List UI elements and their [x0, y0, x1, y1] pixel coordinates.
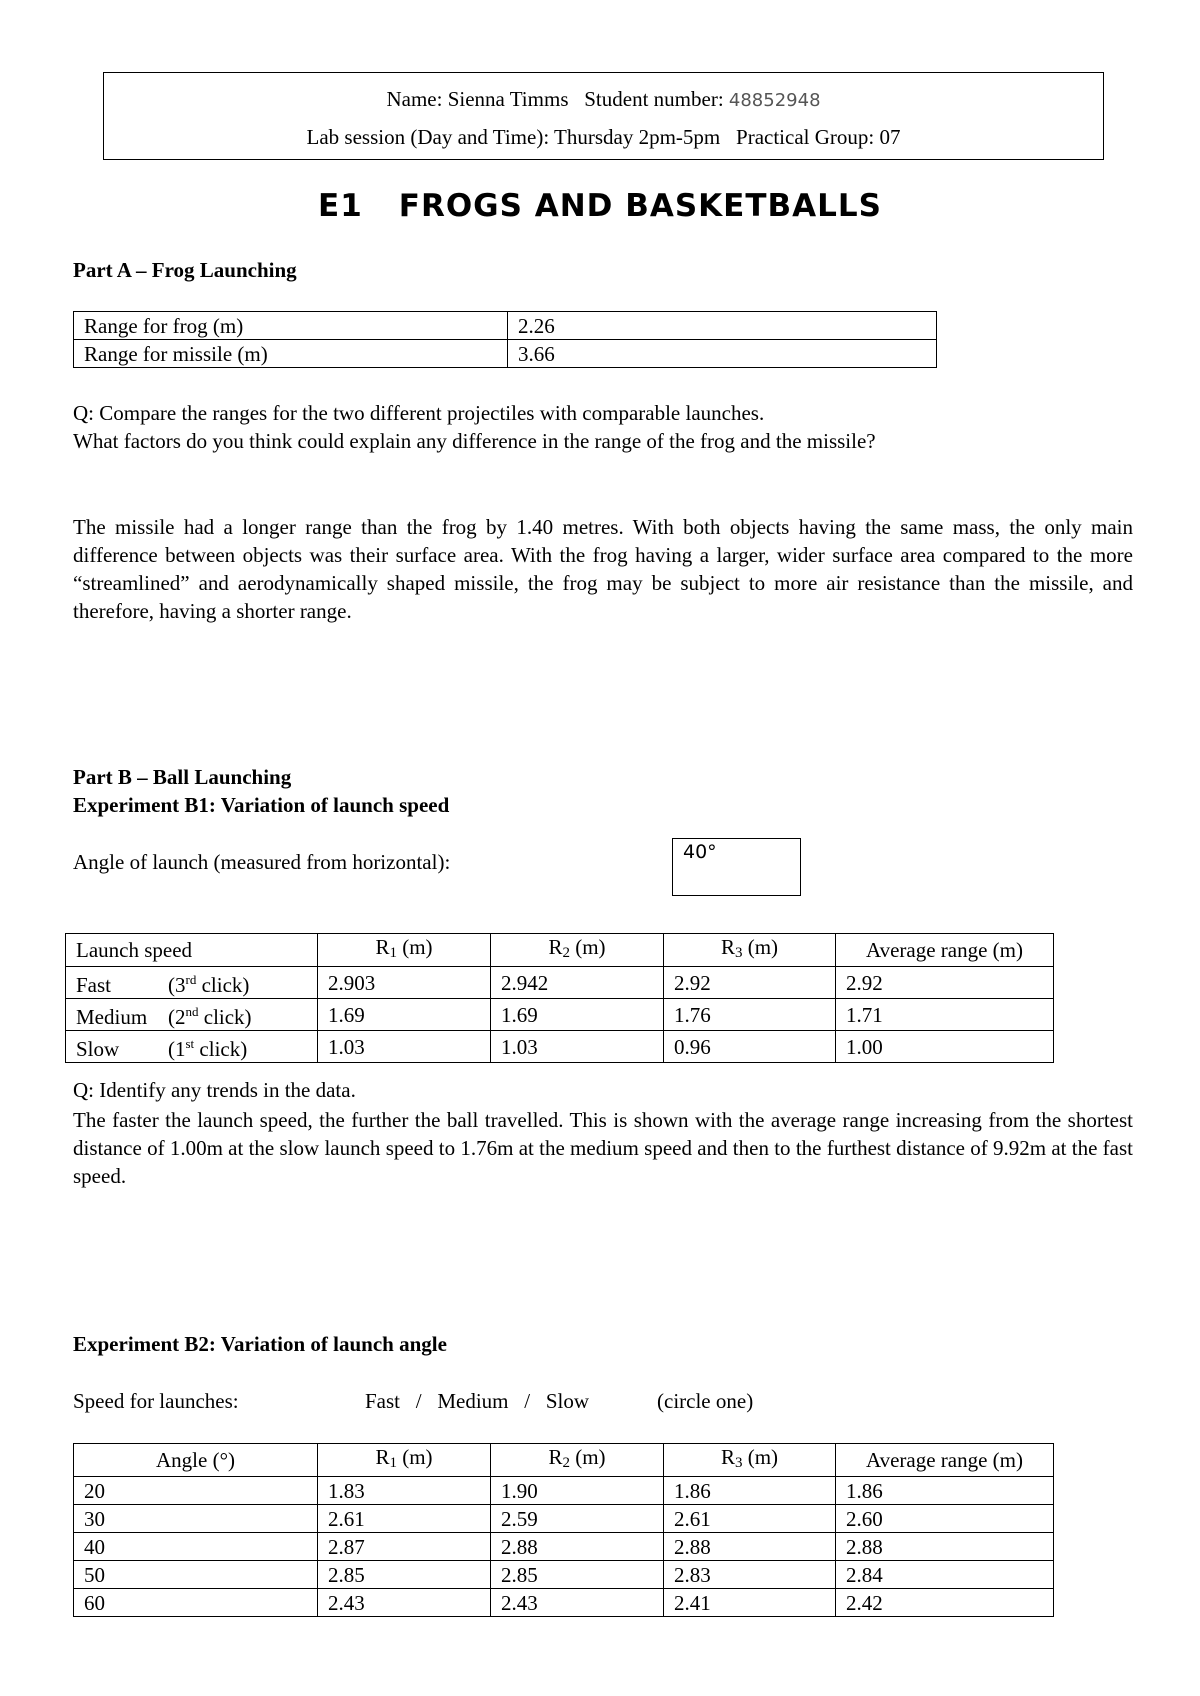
title-code: E1 — [318, 188, 363, 224]
header-r1: $R_1$ (m) — [318, 1444, 491, 1477]
part-b-heading: Part B – Ball Launching — [73, 765, 292, 789]
table-cell: 2.92 — [664, 967, 836, 999]
table-cell: 1.86 — [664, 1477, 836, 1505]
table-cell: 1.90 — [491, 1477, 664, 1505]
header-launch-speed: Launch speed — [66, 934, 318, 967]
b2-table — [73, 1443, 1054, 1617]
table-cell: 2.942 — [491, 967, 664, 999]
table-cell: 1.03 — [491, 1031, 664, 1063]
table-row — [74, 340, 937, 368]
header-r3: $R_3$ (m) — [664, 934, 836, 967]
table-cell: 30 — [74, 1505, 318, 1533]
angle-value-box — [672, 838, 801, 896]
table-cell: 2.43 — [318, 1589, 491, 1617]
table-cell: 2.26 — [508, 312, 937, 340]
student-number: 48852948 — [728, 90, 821, 111]
header-r3: $R_3$ (m) — [664, 1444, 836, 1477]
page-title — [0, 188, 1200, 224]
table-cell: 2.42 — [836, 1589, 1054, 1617]
header-r2: $R_2$ (m) — [491, 934, 664, 967]
session-label: Lab session (Day and Time): Thursday 2pm-5pm — [306, 125, 721, 149]
table-cell: 2.61 — [318, 1505, 491, 1533]
table-row — [66, 967, 1054, 999]
group-label: Practical Group: 07 — [736, 125, 901, 149]
part-a-question-line1: Q: Compare the ranges for the two different projectiles with comparable launches. — [73, 401, 765, 425]
b1-question: Q: Identify any trends in the data. — [73, 1078, 356, 1102]
table-cell: 50 — [74, 1561, 318, 1589]
name-label: Name: Sienna Timms — [386, 87, 569, 111]
b1-table — [65, 933, 1054, 1063]
title-text: FROGS AND BASKETBALLS — [398, 188, 882, 224]
table-cell: 2.88 — [491, 1533, 664, 1561]
angle-label: Angle of launch (measured from horizontal): — [73, 850, 451, 874]
table-row — [74, 312, 937, 340]
table-cell: 1.83 — [318, 1477, 491, 1505]
table-header-row — [66, 934, 1054, 967]
table-cell: 2.903 — [318, 967, 491, 999]
part-a-question-line2: What factors do you think could explain any difference in the range of the frog and the missile? — [73, 429, 876, 453]
table-cell: 60 — [74, 1589, 318, 1617]
table-cell: 1.76 — [664, 999, 836, 1031]
speed-cell: Slow (1st click) — [66, 1031, 318, 1063]
table-row — [74, 1561, 1054, 1589]
b1-answer: The faster the launch speed, the further the ball travelled. This is shown with the average range increasing from the shortest distance of 1.00m at the slow launch speed to 1.76m at the medium speed and then to the furthest distance of 9.92m at the fast speed. — [73, 1108, 1133, 1188]
speed-cell: Fast (3rd click) — [66, 967, 318, 999]
table-cell: 20 — [74, 1477, 318, 1505]
speed-options: Fast / Medium / Slow — [365, 1389, 590, 1413]
table-row — [74, 1589, 1054, 1617]
table-row — [74, 1533, 1054, 1561]
part-a-answer: The missile had a longer range than the frog by 1.40 metres. With both objects having the same mass, the only main difference between objects was their surface area. With the frog having a larger, wider surface area compared to the more “streamlined” and aerodynamically shaped missile, the frog may be subject to more air resistance than the missile, and therefore, having a shorter range. — [73, 515, 1133, 623]
table-cell: 3.66 — [508, 340, 937, 368]
table-cell: 2.92 — [836, 967, 1054, 999]
table-cell: 1.03 — [318, 1031, 491, 1063]
table-cell: 0.96 — [664, 1031, 836, 1063]
table-cell: Range for frog (m) — [74, 312, 508, 340]
table-cell: 2.83 — [664, 1561, 836, 1589]
part-a-heading: Part A – Frog Launching — [73, 258, 297, 282]
table-cell: Range for missile (m) — [74, 340, 508, 368]
angle-value: 40° — [683, 841, 717, 863]
header-average-range: Average range (m) — [836, 1444, 1054, 1477]
table-cell: 2.59 — [491, 1505, 664, 1533]
table-row — [66, 999, 1054, 1031]
student-info-box — [103, 72, 1104, 160]
student-number-label: Student number: — [584, 87, 729, 111]
speed-cell: Medium (2nd click) — [66, 999, 318, 1031]
table-cell: 2.43 — [491, 1589, 664, 1617]
table-cell: 2.85 — [318, 1561, 491, 1589]
table-row — [66, 1031, 1054, 1063]
name-line — [104, 87, 1103, 112]
table-cell: 2.61 — [664, 1505, 836, 1533]
table-cell: 1.69 — [491, 999, 664, 1031]
table-cell: 1.86 — [836, 1477, 1054, 1505]
part-a-table — [73, 311, 937, 368]
table-cell: 2.60 — [836, 1505, 1054, 1533]
header-r1: $R_1$ (m) — [318, 934, 491, 967]
table-cell: 2.88 — [836, 1533, 1054, 1561]
table-cell: 1.00 — [836, 1031, 1054, 1063]
table-cell: 2.84 — [836, 1561, 1054, 1589]
table-cell: 2.41 — [664, 1589, 836, 1617]
table-cell: 2.87 — [318, 1533, 491, 1561]
b1-heading: Experiment B1: Variation of launch speed — [73, 793, 450, 817]
header-r2: $R_2$ (m) — [491, 1444, 664, 1477]
b2-heading: Experiment B2: Variation of launch angle — [73, 1332, 447, 1356]
table-cell: 2.88 — [664, 1533, 836, 1561]
table-header-row — [74, 1444, 1054, 1477]
header-average-range: Average range (m) — [836, 934, 1054, 967]
table-row — [74, 1477, 1054, 1505]
speed-label: Speed for launches: — [73, 1389, 239, 1413]
table-cell: 2.85 — [491, 1561, 664, 1589]
table-cell: 40 — [74, 1533, 318, 1561]
session-line — [104, 125, 1103, 150]
table-cell: 1.71 — [836, 999, 1054, 1031]
table-row — [74, 1505, 1054, 1533]
circle-note: (circle one) — [657, 1389, 754, 1413]
table-cell: 1.69 — [318, 999, 491, 1031]
header-angle: Angle (°) — [74, 1444, 318, 1477]
